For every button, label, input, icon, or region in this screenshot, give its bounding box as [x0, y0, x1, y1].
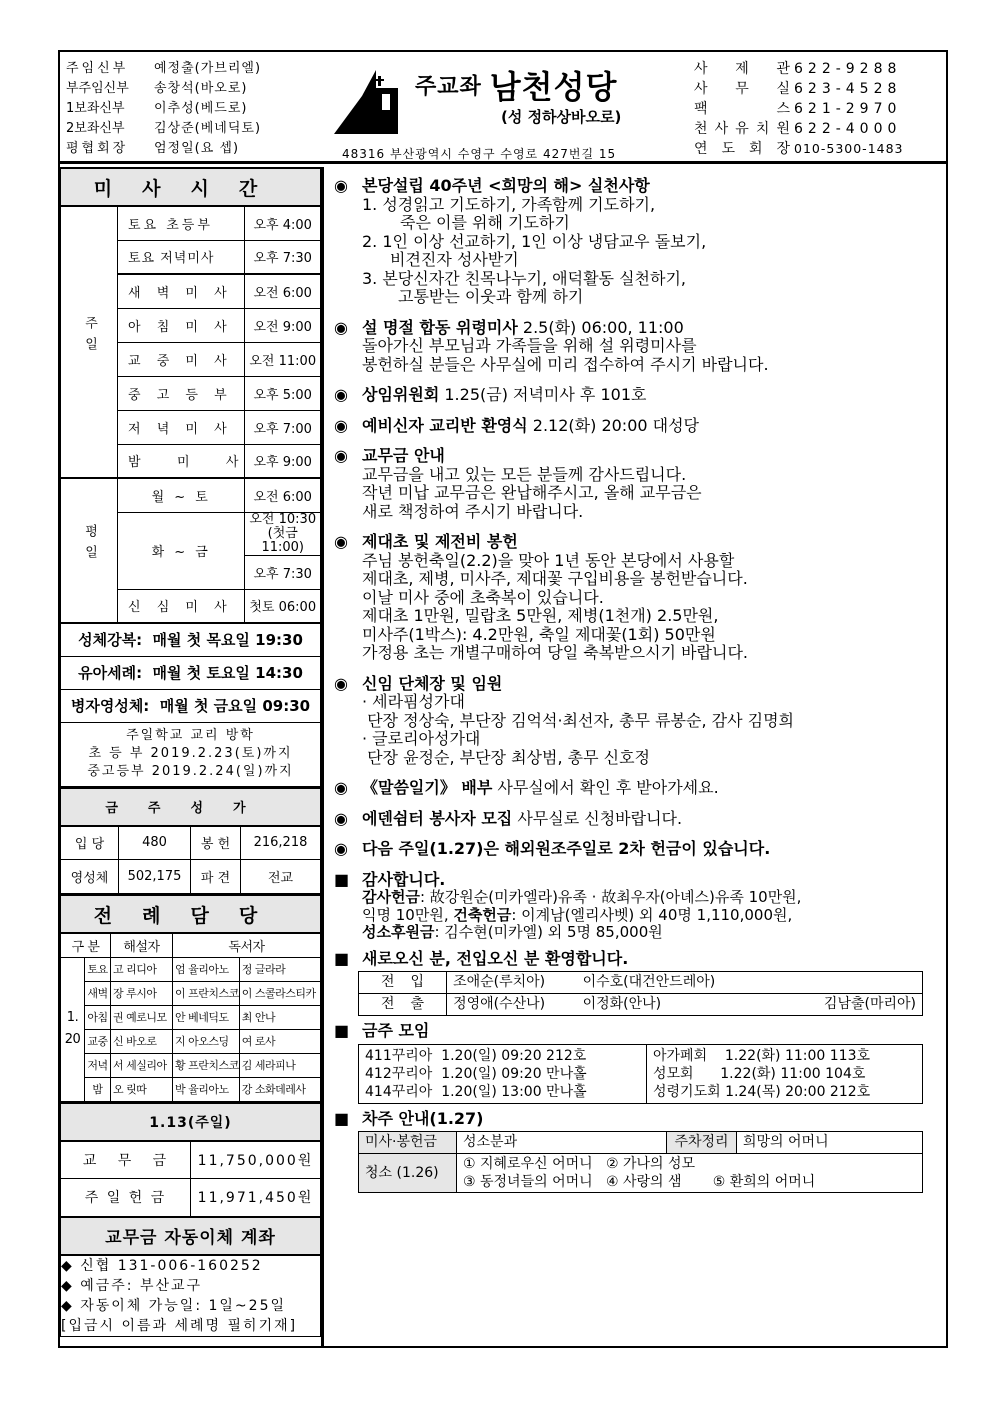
hymn-label: 입 당 [61, 826, 119, 860]
hymn-number: 502,175 [119, 860, 191, 894]
label-char: 전 [381, 974, 395, 991]
announcement-line: 1. 성경읽고 기도하기, 가족함께 기도하기, [362, 194, 656, 214]
reader: 김 세라피나 [239, 1053, 320, 1077]
school-line: 초 등 부 2019.2.23(토)까지 [88, 746, 293, 761]
label-char: 유 [735, 121, 749, 137]
table-row [61, 722, 321, 786]
announcement-catechumen-welcome [330, 417, 944, 436]
next-week-table [358, 1131, 923, 1193]
table-row [61, 1053, 321, 1077]
announcement-title: 예비신자 교리반 환영식 [362, 415, 528, 435]
reader: 황 프란치스코 [173, 1053, 240, 1077]
left-column [60, 167, 324, 1348]
donation-label: 감사헌금 [362, 888, 420, 906]
meeting-line: 성모회 1.22(화) 11:00 104호 [653, 1065, 866, 1082]
clergy-row [66, 79, 261, 99]
announcement-memorial-mass [330, 319, 944, 375]
contact-row [694, 59, 904, 79]
mass-time [245, 512, 321, 555]
special-value: 매월 첫 토요일 14:30 [152, 664, 303, 682]
announcement-line: 단장 정상숙, 부단장 김억석·최선자, 총무 류봉순, 감사 김명희 [362, 710, 794, 730]
donation-text: : 김수현(미카엘) 외 5명 85,000원 [434, 923, 663, 941]
label-char: 치 [755, 121, 770, 137]
special-label: 유아세례: [78, 664, 143, 682]
cleaning-line: ① 지혜로우신 어머니 ② 가나의 성모 [463, 1156, 696, 1172]
account-line: [입금시 이름과 세례명 필히기재] [61, 1317, 298, 1334]
member-name: 조애순(루치아) [447, 972, 577, 994]
meeting-line: 411꾸리아 1.20(일) 09:20 212호 [365, 1047, 587, 1064]
date-part: 20 [64, 1032, 81, 1047]
clergy-name: 송창석(바오로) [154, 81, 248, 96]
table-row [61, 981, 321, 1005]
special-value: 매월 첫 금요일 09:30 [159, 697, 311, 715]
table-row [61, 689, 321, 722]
mass-name: 토요 저녁미사 [118, 240, 245, 274]
announcement-line: 단장 윤정순, 부단장 최상범, 총무 신호정 [362, 747, 650, 767]
announcement-title: 본당설립 40주년 <희망의 해> 실천사항 [362, 176, 650, 195]
announcement-title: 《말씀일기》 배부 [362, 778, 493, 797]
announcement-line: 교무금을 내고 있는 모든 분들께 감사드립니다. [362, 464, 687, 484]
announcement-line: 3. 본당신자간 친목나누기, 애덕활동 실천하기, [362, 268, 686, 288]
reader: 엄 율리아노 [173, 957, 240, 981]
label-char: 도 [721, 141, 736, 157]
table-row [61, 1179, 321, 1217]
parish-address: 48316 부산광역시 수영구 수영로 427번길 15 [342, 147, 617, 161]
collection-label: 주 일 헌 금 [61, 1179, 191, 1217]
member-name: 이정화(안나) [577, 994, 757, 1016]
hymns-table [60, 787, 321, 895]
title-prefix: 주교좌 [415, 74, 482, 100]
mass-time: 오후 4:00 [245, 206, 321, 240]
reader: 정 글라라 [239, 957, 320, 981]
row-label: 미사·봉헌금 [359, 1132, 457, 1154]
mass-time: 오후 9:00 [245, 444, 321, 478]
announcement-line: 2. 1인 이상 선교하기, 1인 이상 냉담교우 돌보기, [362, 231, 707, 251]
collection-label: 교 무 금 [61, 1141, 191, 1179]
announcement-detail: 사무실에서 확인 후 받아가세요. [492, 778, 719, 797]
auto-transfer-heading: 교무금 자동이체 계좌 [61, 1217, 321, 1255]
label-char: 장 [776, 141, 790, 157]
sunday-school-break [61, 722, 321, 786]
label-char: 관 [776, 61, 790, 77]
label-char: 사 [694, 81, 708, 97]
label-char: 전 [381, 996, 395, 1013]
mass-type: 새벽 [85, 981, 111, 1005]
section-title: 새로오신 분, 전입오신 분 환영합니다. [362, 948, 629, 968]
reader: 최 안나 [239, 1005, 320, 1029]
mass-type: 밤 [85, 1077, 111, 1101]
meeting-line: 아가페회 1.22(화) 11:00 113호 [653, 1047, 871, 1064]
table-row [61, 478, 321, 512]
mass-name: 신 심 미 사 [118, 589, 245, 623]
announcement-altar-offering [330, 533, 944, 663]
mass-time: 첫토 06:00 [245, 589, 321, 623]
label-char: 팩 [694, 101, 708, 117]
announcement-word-diary [330, 779, 944, 798]
announcement-title: 신임 단체장 및 임원 [362, 673, 503, 693]
mass-name: 새 벽 미 사 [118, 274, 245, 308]
contact-list [694, 59, 904, 159]
table-row [61, 933, 321, 957]
time-note: (첫금 11:00) [261, 525, 304, 555]
announcement-title: 설 명절 합동 위령미사 [362, 317, 518, 337]
announcement-title: 제대초 및 제전비 봉헌 [362, 532, 518, 551]
announcement-line: 주님 봉헌축일(2.2)을 맞아 1년 동안 본당에서 사용할 [362, 550, 735, 570]
announcement-line: 돌아가신 부모님과 가족들을 위해 설 위령미사를 [362, 336, 697, 355]
clergy-role: 평협회장 [66, 141, 129, 156]
square-bullet-icon: ■ [334, 1108, 350, 1128]
table-row [61, 1029, 321, 1053]
announcement-line: 가정용 초는 개별구매하여 당일 축복받으시기 바랍니다. [362, 643, 749, 662]
weekday-label [61, 478, 118, 623]
member-name: 김남출(마리아) [757, 994, 923, 1016]
label-char: 무 [735, 81, 749, 97]
label-char: 원 [776, 121, 790, 137]
announcement-line: 비견진자 성사받기 [390, 250, 519, 269]
contact-row [694, 99, 904, 119]
clergy-row [66, 99, 261, 119]
announcement-detail: 2.12(화) 20:00 대성당 [527, 415, 700, 435]
mass-time: 오후 7:00 [245, 410, 321, 444]
clergy-role: 주임신부 [66, 61, 129, 76]
hymn-label: 파 견 [191, 860, 241, 894]
special-label: 성체강복: [78, 631, 143, 650]
church-logo-icon [332, 66, 412, 136]
announcement-line: · 글로리아성가대 [362, 729, 481, 748]
column-header: 독서자 [173, 933, 321, 957]
section-title: 감사합니다. [362, 869, 446, 889]
mass-type: 아침 [85, 1005, 111, 1029]
announcement-line: 제대초 1만원, 밀랍초 5만원, 제병(1천개) 2.5만원, [362, 606, 719, 625]
table-row [359, 994, 923, 1016]
square-bullet-icon: ■ [334, 869, 350, 889]
mass-type: 토요 [85, 957, 111, 981]
mass-type: 저녁 [85, 1053, 111, 1077]
radio-bullet-icon: ◉ [334, 176, 348, 195]
radio-bullet-icon: ◉ [334, 415, 348, 435]
reader: 여 로사 [239, 1029, 320, 1053]
announcement-standing-committee [330, 386, 944, 405]
collection-amount: 11,750,000원 [191, 1141, 321, 1179]
collection-heading: 1.13(주일) [61, 1103, 321, 1141]
thanks-section [330, 871, 944, 942]
meetings-table [358, 1044, 923, 1104]
radio-bullet-icon: ◉ [334, 317, 348, 337]
label-char: 스 [776, 101, 790, 117]
announcement-eden-volunteers [330, 810, 944, 829]
mass-type: 교중 [85, 1029, 111, 1053]
mass-time: 오전 6:00 [245, 274, 321, 308]
table-row [359, 1044, 923, 1103]
clergy-role: 부주임신부 [66, 81, 129, 96]
member-name: 이수호(대건안드레아) [577, 972, 757, 994]
mass-name: 월 ~ 토 [118, 478, 245, 512]
table-row [61, 957, 321, 981]
assignment-value: 성소분과 [457, 1132, 667, 1154]
table-row [61, 623, 321, 656]
reader: 안 베네딕도 [173, 1005, 240, 1029]
clergy-name: 엄정일(요 셉) [154, 141, 240, 156]
phone-number: 622-4000 [794, 121, 902, 137]
label-char: 실 [776, 81, 790, 97]
donation-text: 익명 10만원, [362, 905, 454, 924]
collection-table [60, 1102, 321, 1337]
section-title: 차주 안내(1.27) [362, 1108, 484, 1128]
announcement-detail: 1.25(금) 저녁미사 후 101호 [439, 385, 647, 404]
mass-name: 밤 미 사 [118, 444, 245, 478]
assignment-value: 희망의 어머니 [737, 1132, 923, 1154]
announcement-new-officers [330, 675, 944, 768]
meeting-line: 412꾸리아 1.20(일) 09:20 만나홀 [365, 1065, 587, 1082]
weekday-label-text: 평일 [82, 524, 97, 566]
announcement-line: 새로 책정하여 주시기 바랍니다. [362, 501, 584, 521]
account-line: ◆ 예금주: 부산교구 [61, 1277, 203, 1294]
liturgy-table [60, 894, 321, 1102]
special-schedule [61, 689, 321, 722]
hymns-heading: 금주성가 [61, 788, 321, 826]
reader: 박 율리아노 [173, 1077, 240, 1101]
square-bullet-icon: ■ [334, 948, 350, 968]
meetings-right [647, 1044, 923, 1103]
mass-name: 중 고 등 부 [118, 376, 245, 410]
announcement-second-collection [330, 840, 944, 859]
clergy-name: 김상준(베네딕토) [154, 121, 262, 136]
radio-bullet-icon: ◉ [334, 778, 348, 797]
radio-bullet-icon: ◉ [334, 808, 348, 828]
mass-time: 오전 6:00 [245, 478, 321, 512]
commentator: 오 릿따 [111, 1077, 173, 1101]
table-row [61, 860, 321, 894]
liturgy-date [61, 957, 85, 1101]
label-char: 사 [714, 121, 729, 137]
meeting-line: 성령기도회 1.24(목) 20:00 212호 [653, 1083, 871, 1100]
next-week-section [330, 1110, 944, 1194]
announcement-title: 다음 주일(1.27)은 해외원조주일로 2차 헌금이 있습니다. [362, 839, 771, 858]
clergy-name: 이추성(베드로) [154, 101, 248, 116]
table-row [61, 1141, 321, 1179]
table-row [61, 826, 321, 860]
reader: 이 스콜라스티카 [239, 981, 320, 1005]
commentator: 서 세실리아 [111, 1053, 173, 1077]
announcement-title: 교무금 안내 [362, 446, 445, 465]
hymn-number: 전교 [241, 860, 321, 894]
label-char: 천 [694, 121, 708, 137]
table-row [359, 972, 923, 994]
announcement-line: 제대초, 제병, 미사주, 제대꽃 구입비용을 봉헌받습니다. [362, 569, 748, 588]
collection-amount: 11,971,450원 [191, 1179, 321, 1217]
announcement-line: 고통받는 이웃과 함께 하기 [398, 287, 584, 306]
table-row [61, 1005, 321, 1029]
clergy-role: 2보좌신부 [66, 121, 125, 136]
reader: 강 소화데레사 [239, 1077, 320, 1101]
row-label: 청소 (1.26) [359, 1154, 457, 1193]
special-label: 병자영성체: [70, 697, 150, 715]
hymn-label: 봉 헌 [191, 826, 241, 860]
radio-bullet-icon: ◉ [334, 673, 348, 693]
hymn-label: 영성체 [61, 860, 119, 894]
member-name [757, 972, 923, 994]
school-title: 주일학교 교리 방학 [126, 728, 255, 743]
column-header: 해설자 [111, 933, 173, 957]
mass-time: 오전 11:00 [245, 342, 321, 376]
mass-times-heading: 미사시간 [61, 168, 321, 206]
radio-bullet-icon: ◉ [334, 839, 348, 858]
donation-text: : 이계남(엘리사벳) 외 40명 1,110,000원, [511, 905, 793, 924]
row-label [359, 994, 447, 1016]
label-char: 제 [735, 61, 749, 77]
parish-subtitle: (성 정하상바오로) [501, 108, 622, 126]
announcement-line: 봉헌하실 분들은 사무실에 미리 접수하여 주시기 바랍니다. [362, 354, 769, 374]
clergy-name: 예정출(가브리엘) [154, 61, 262, 76]
time-text: 오전 10:30 [249, 511, 317, 527]
radio-bullet-icon: ◉ [334, 532, 348, 551]
commentator: 권 예로니모 [111, 1005, 173, 1029]
donation-label: 건축헌금 [453, 905, 512, 924]
table-row [61, 656, 321, 689]
special-value: 매월 첫 목요일 19:30 [152, 631, 303, 650]
mass-name: 교 중 미 사 [118, 342, 245, 376]
school-line: 중고등부 2019.2.24(일)까지 [87, 764, 294, 779]
mass-time: 오후 7:30 [245, 555, 321, 589]
phone-number: 010-5300-1483 [794, 141, 904, 156]
mass-time: 오전 9:00 [245, 308, 321, 342]
sunday-label [61, 206, 118, 478]
announcement-detail: 2.5(화) 06:00, 11:00 [517, 317, 684, 337]
auto-transfer-info [61, 1255, 321, 1337]
section-title: 금주 모임 [362, 1021, 430, 1040]
label-char: 출 [410, 996, 425, 1013]
bulletin-page [58, 50, 948, 1348]
mass-name: 아 침 미 사 [118, 308, 245, 342]
mass-name: 저 녁 미 사 [118, 410, 245, 444]
announcement-line: 죽은 이를 위해 기도하기 [400, 213, 570, 232]
phone-number: 622-9288 [794, 61, 902, 77]
announcement-line: 이날 미사 중에 초축복이 있습니다. [362, 587, 604, 607]
announcement-dues [330, 447, 944, 521]
fax-number: 621-2970 [794, 101, 902, 117]
row-label [359, 972, 447, 994]
parish-name: 남천성당 [489, 68, 618, 106]
newcomers-table [358, 971, 923, 1016]
hymn-number: 216,218 [241, 826, 321, 860]
meeting-line: 414꾸리아 1.20(일) 13:00 만나홀 [365, 1083, 587, 1100]
announcement-line: · 세라핌성가대 [362, 692, 465, 711]
announcement-line: 작년 미납 교무금은 완납해주시고, 올해 교무금은 [362, 483, 702, 502]
clergy-row [66, 119, 261, 139]
phone-number: 623-4528 [794, 81, 902, 97]
clergy-row [66, 139, 261, 159]
welcome-section [330, 950, 944, 1017]
label-char: 연 [694, 141, 708, 157]
commentator: 장 루시아 [111, 981, 173, 1005]
commentator: 신 바오로 [111, 1029, 173, 1053]
contact-row [694, 119, 904, 139]
label-char: 회 [748, 141, 763, 157]
table-row [61, 1077, 321, 1101]
mass-times-table [60, 167, 321, 787]
announcement-title: 상임위원회 [362, 385, 440, 404]
special-schedule [61, 623, 321, 656]
account-line: ◆ 신협 131-006-160252 [61, 1257, 263, 1274]
date-part: 1. [66, 1010, 79, 1025]
meetings-section [330, 1022, 944, 1104]
sunday-label-text: 주일 [82, 315, 97, 358]
mass-name: 토요 초등부 [118, 206, 245, 240]
square-bullet-icon: ■ [334, 1021, 350, 1040]
announcement-detail: 사무실로 신청바랍니다. [512, 808, 683, 828]
reader: 지 아오스딩 [173, 1029, 240, 1053]
clergy-row [66, 59, 261, 79]
contact-row [694, 139, 904, 159]
reader: 이 프란치스코 [173, 981, 240, 1005]
mass-name: 화 ~ 금 [118, 512, 245, 589]
donation-label: 성소후원금 [362, 923, 435, 941]
announcements-column [330, 177, 944, 1193]
label-char: 사 [694, 61, 708, 77]
cleaning-groups [457, 1154, 923, 1193]
contact-row [694, 79, 904, 99]
clergy-role: 1보좌신부 [66, 101, 125, 116]
special-schedule [61, 656, 321, 689]
parish-title [415, 62, 622, 126]
table-row [61, 206, 321, 240]
mass-time: 오후 7:30 [245, 240, 321, 274]
column-header: 구 분 [61, 933, 111, 957]
hymn-number: 480 [119, 826, 191, 860]
liturgy-heading: 전례담당 [61, 895, 321, 933]
table-row [359, 1132, 923, 1154]
announcement-line: 미사주(1박스): 4.2만원, 축일 제대꽃(1회) 50만원 [362, 624, 716, 644]
commentator: 고 리디아 [111, 957, 173, 981]
radio-bullet-icon: ◉ [334, 385, 348, 404]
cleaning-line: ③ 동정녀들의 어머니 ④ 사랑의 샘 ⑤ 환희의 어머니 [463, 1174, 816, 1190]
mass-time: 오후 5:00 [245, 376, 321, 410]
account-line: ◆ 자동이체 가능일: 1일~25일 [61, 1297, 287, 1314]
donation-text: : 故강원순(미카엘라)유족 · 故최우자(아녜스)유족 10만원, [419, 888, 802, 906]
radio-bullet-icon: ◉ [334, 446, 348, 465]
clergy-list [66, 59, 261, 159]
member-name: 정영애(수산나) [447, 994, 577, 1016]
row-label: 주차정리 [667, 1132, 737, 1154]
bulletin-header [60, 52, 946, 164]
table-row [359, 1154, 923, 1193]
label-char: 입 [410, 974, 425, 991]
announcement-anniversary [330, 177, 944, 307]
meetings-left [359, 1044, 647, 1103]
announcement-title: 에덴쉼터 봉사자 모집 [362, 808, 513, 828]
